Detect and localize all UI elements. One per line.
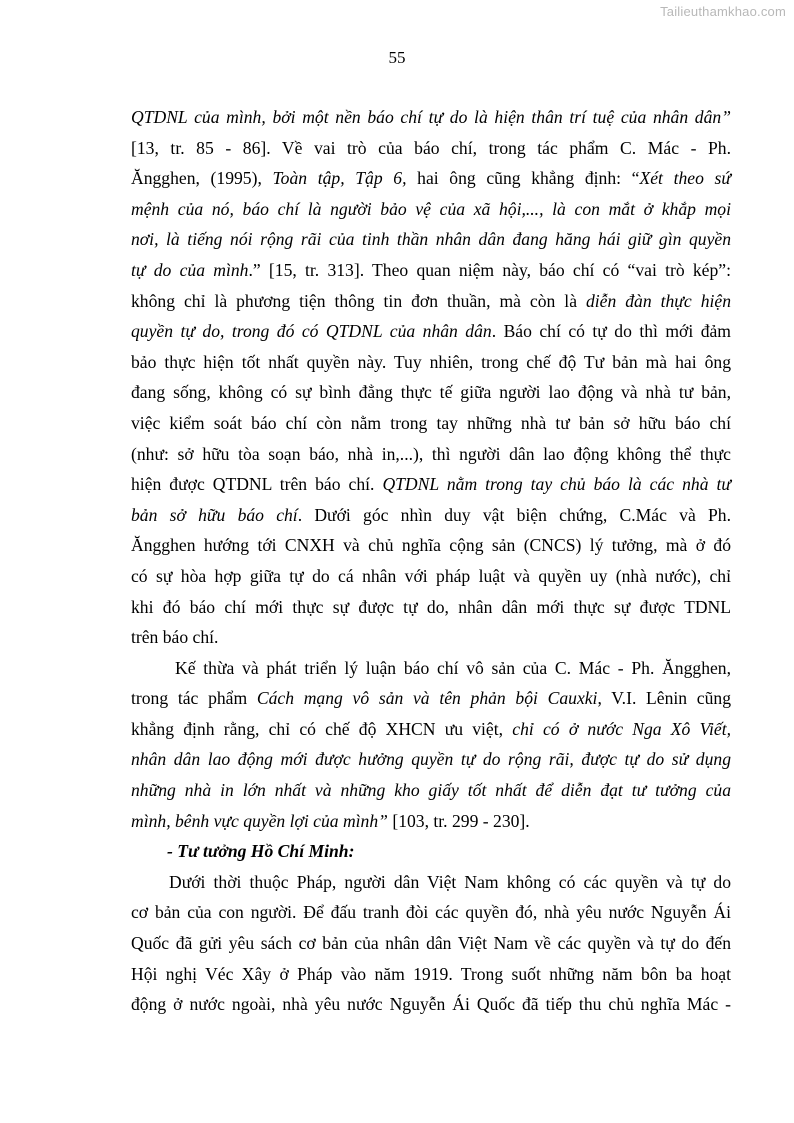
text-line: có sự hòa hợp giữa tự do cá nhân với pháp luật và quyền uy (nhà nước), chỉ [131, 565, 731, 586]
text-line: [13, tr. 85 - 86]. Về vai trò của báo chí, trong tác phẩm C. Mác - Ph. [131, 137, 731, 158]
page-number: 55 [388, 48, 406, 67]
text-line: tự do của mình.” [15, tr. 313]. Theo quan niệm này, báo chí có “vai trò kép”: [131, 259, 731, 280]
text-line: Ăngghen hướng tới CNXH và chủ nghĩa cộng sản (CNCS) lý tưởng, mà ở đó [131, 535, 731, 556]
watermark: Tailieuthamkhao.com [660, 4, 786, 19]
text-line: QTDNL của mình, bởi một nền báo chí tự do là hiện thân trí tuệ của nhân dân” [131, 107, 731, 127]
text-line: Kế thừa và phát triển lý luận báo chí vô sản của C. Mác - Ph. Ăngghen, [175, 657, 731, 678]
text-line: bảo thực hiện tốt nhất quyền này. Tuy nhiên, trong chế độ Tư bản mà hai ông [131, 351, 731, 372]
text-line: khẳng định rằng, chỉ có chế độ XHCN ưu việt, chỉ có ở nước Nga Xô Viết, [131, 718, 731, 739]
text-line: hiện được QTDNL trên báo chí. QTDNL nằm trong tay chủ báo là các nhà tư [131, 474, 731, 495]
text-line: mình, bênh vực quyền lợi của mình” [103, tr. 299 - 230]. [131, 810, 530, 831]
text-line: Dưới thời thuộc Pháp, người dân Việt Nam không có các quyền và tự do [169, 871, 731, 892]
section-heading: - Tư tưởng Hồ Chí Minh: [167, 841, 355, 862]
text-line: bản sở hữu báo chí. Dưới góc nhìn duy vật biện chứng, C.Mác và Ph. [131, 504, 731, 525]
text-line: động ở nước ngoài, nhà yêu nước Nguyễn Ái Quốc đã tiếp thu chủ nghĩa Mác - [131, 994, 731, 1015]
text-line: Hội nghị Véc Xây ở Pháp vào năm 1919. Trong suốt những năm bôn ba hoạt [131, 963, 731, 984]
text-line: mệnh của nó, báo chí là người bảo vệ của xã hội,..., là con mắt ở khắp mọi [131, 198, 731, 219]
text-line: cơ bản của con người. Để đấu tranh đòi các quyền đó, nhà yêu nước Nguyễn Ái [131, 902, 731, 923]
text-line: nhân dân lao động mới được hưởng quyền tự do rộng rãi, được tự do sử dụng [131, 749, 731, 770]
text-line: khi đó báo chí mới thực sự được tự do, nhân dân mới thực sự được TDNL [131, 596, 731, 617]
text-line: Quốc đã gửi yêu sách cơ bản của nhân dân Việt Nam về các quyền và tự do đến [131, 933, 731, 954]
page-body [131, 102, 731, 1020]
text-line: (như: sở hữu tòa soạn báo, nhà in,...), thì người dân lao động không thể thực [131, 443, 731, 464]
text-line: trên báo chí. [131, 627, 219, 648]
text-line: trong tác phẩm Cách mạng vô sản và tên phản bội Cauxki, V.I. Lênin cũng [131, 688, 731, 709]
text-line: đang sống, không có sự bình đẳng thực tế giữa người lao động và nhà tư bản, [131, 382, 731, 403]
text-line: không chỉ là phương tiện thông tin đơn thuần, mà còn là diễn đàn thực hiện [131, 290, 731, 311]
text-line: Ăngghen, (1995), Toàn tập, Tập 6, hai ông cũng khẳng định: “Xét theo sứ [131, 168, 731, 189]
text-line: nơi, là tiếng nói rộng rãi của tinh thần nhân dân đang hăng hái giữ gìn quyền [131, 229, 731, 250]
text-line: việc kiểm soát báo chí còn nằm trong tay những nhà tư bản sở hữu báo chí [131, 412, 731, 433]
text-line: quyền tự do, trong đó có QTDNL của nhân dân. Báo chí có tự do thì mới đảm [131, 321, 731, 342]
text-line: những nhà in lớn nhất và những kho giấy tốt nhất để diễn đạt tư tưởng của [131, 780, 731, 801]
